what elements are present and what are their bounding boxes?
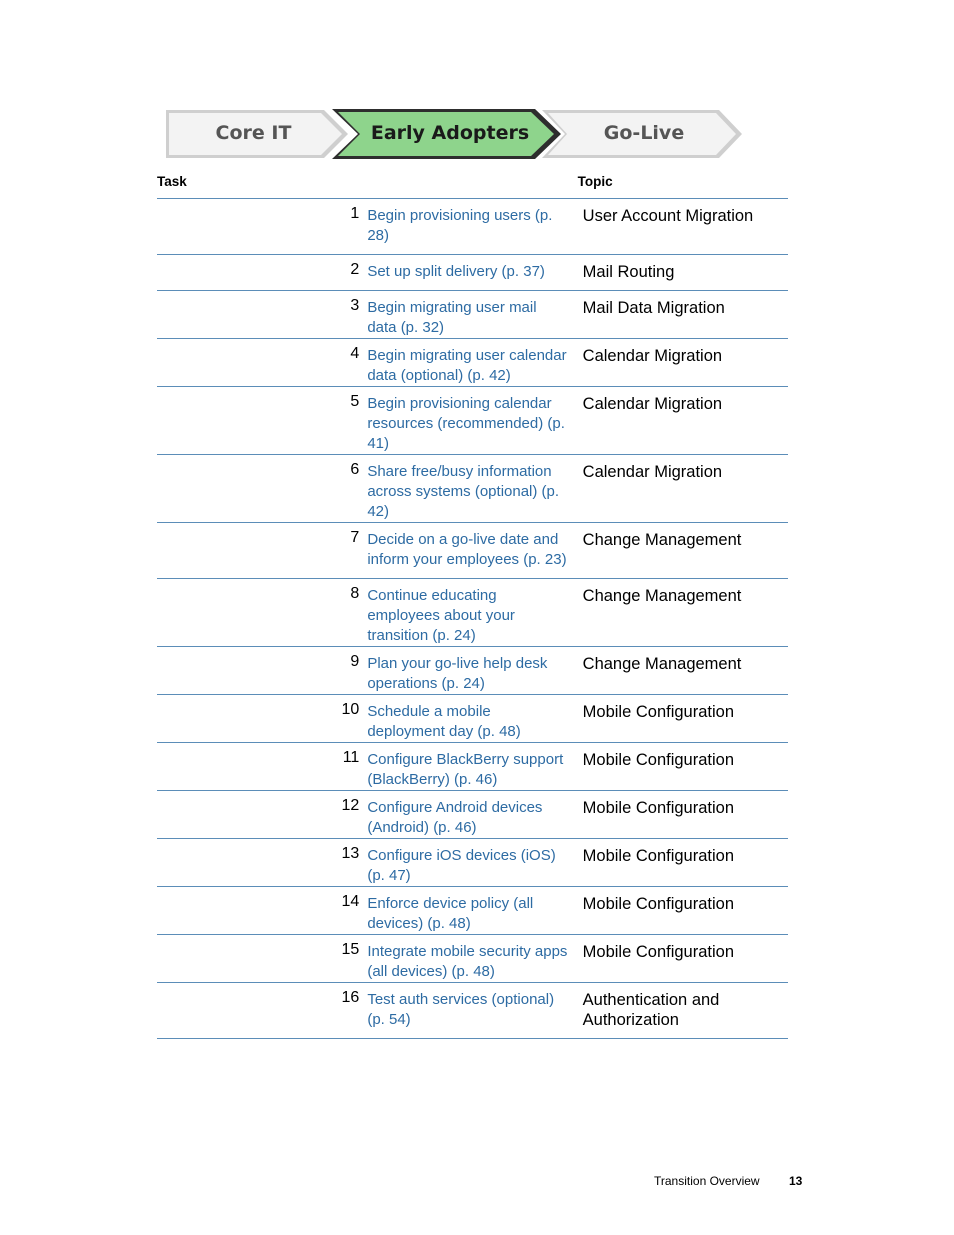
table-row bbox=[157, 647, 788, 695]
row-number: 6 bbox=[157, 455, 367, 523]
row-number: 2 bbox=[157, 255, 367, 291]
topic-cell: Calendar Migration bbox=[578, 387, 788, 455]
topic-cell: Change Management bbox=[578, 647, 788, 695]
topic-cell: Mobile Configuration bbox=[578, 935, 788, 983]
table-row bbox=[157, 455, 788, 523]
row-number: 3 bbox=[157, 291, 367, 339]
task-link[interactable]: Integrate mobile security apps (all devices) (p. 48) bbox=[367, 935, 577, 983]
task-link[interactable]: Continue educating employees about your transition (p. 24) bbox=[367, 579, 577, 647]
table-row bbox=[157, 339, 788, 387]
phase-early-adopters-label: Early Adopters bbox=[370, 122, 530, 144]
topic-cell: User Account Migration bbox=[578, 199, 788, 255]
task-link[interactable]: Enforce device policy (all devices) (p. 48) bbox=[367, 887, 577, 935]
table-row bbox=[157, 887, 788, 935]
topic-cell: Mobile Configuration bbox=[578, 695, 788, 743]
task-link[interactable]: Begin provisioning users (p. 28) bbox=[367, 199, 577, 255]
footer-section-title: Transition Overview bbox=[654, 1174, 760, 1188]
table-row bbox=[157, 523, 788, 579]
topic-cell: Mail Data Migration bbox=[578, 291, 788, 339]
row-number: 10 bbox=[157, 695, 367, 743]
topic-cell: Authentication and Authorization bbox=[578, 983, 788, 1039]
row-number: 7 bbox=[157, 523, 367, 579]
row-number: 4 bbox=[157, 339, 367, 387]
task-link[interactable]: Test auth services (optional) (p. 54) bbox=[367, 983, 577, 1039]
row-number: 5 bbox=[157, 387, 367, 455]
table-row bbox=[157, 839, 788, 887]
topic-cell: Calendar Migration bbox=[578, 455, 788, 523]
topic-cell: Mobile Configuration bbox=[578, 791, 788, 839]
task-link[interactable]: Schedule a mobile deployment day (p. 48) bbox=[367, 695, 577, 743]
table-row bbox=[157, 291, 788, 339]
table-row bbox=[157, 255, 788, 291]
task-link[interactable]: Begin migrating user calendar data (optional) (p. 42) bbox=[367, 339, 577, 387]
task-link[interactable]: Decide on a go-live date and inform your employees (p. 23) bbox=[367, 523, 577, 579]
topic-cell: Calendar Migration bbox=[578, 339, 788, 387]
table-row bbox=[157, 579, 788, 647]
task-column-header: Task bbox=[157, 164, 578, 199]
topic-cell: Mobile Configuration bbox=[578, 887, 788, 935]
topic-cell: Mobile Configuration bbox=[578, 839, 788, 887]
row-number: 12 bbox=[157, 791, 367, 839]
task-link[interactable]: Set up split delivery (p. 37) bbox=[367, 255, 577, 291]
topic-column-header: Topic bbox=[578, 164, 788, 199]
row-number: 9 bbox=[157, 647, 367, 695]
table-row bbox=[157, 695, 788, 743]
task-link[interactable]: Configure iOS devices (iOS) (p. 47) bbox=[367, 839, 577, 887]
topic-cell: Change Management bbox=[578, 579, 788, 647]
task-link[interactable]: Begin migrating user mail data (p. 32) bbox=[367, 291, 577, 339]
row-number: 14 bbox=[157, 887, 367, 935]
topic-cell: Mobile Configuration bbox=[578, 743, 788, 791]
table-row bbox=[157, 387, 788, 455]
phase-core-it-label: Core IT bbox=[215, 122, 292, 144]
row-number: 1 bbox=[157, 199, 367, 255]
task-link[interactable]: Plan your go-live help desk operations (p. 24) bbox=[367, 647, 577, 695]
task-table bbox=[157, 164, 788, 1039]
table-row bbox=[157, 935, 788, 983]
table-row bbox=[157, 743, 788, 791]
row-number: 11 bbox=[157, 743, 367, 791]
row-number: 13 bbox=[157, 839, 367, 887]
table-row bbox=[157, 199, 788, 255]
task-link[interactable]: Begin provisioning calendar resources (recommended) (p. 41) bbox=[367, 387, 577, 455]
row-number: 15 bbox=[157, 935, 367, 983]
table-row bbox=[157, 791, 788, 839]
row-number: 8 bbox=[157, 579, 367, 647]
topic-cell: Change Management bbox=[578, 523, 788, 579]
task-link[interactable]: Configure BlackBerry support (BlackBerry) (p. 46) bbox=[367, 743, 577, 791]
phase-progress-bar bbox=[164, 107, 744, 161]
row-number: 16 bbox=[157, 983, 367, 1039]
table-header-row bbox=[157, 164, 788, 199]
table-row bbox=[157, 983, 788, 1039]
footer-page-number: 13 bbox=[789, 1174, 803, 1188]
topic-cell: Mail Routing bbox=[578, 255, 788, 291]
task-link[interactable]: Share free/busy information across systems (optional) (p. 42) bbox=[367, 455, 577, 523]
task-link[interactable]: Configure Android devices (Android) (p. 46) bbox=[367, 791, 577, 839]
phase-go-live-label: Go-Live bbox=[603, 122, 685, 144]
